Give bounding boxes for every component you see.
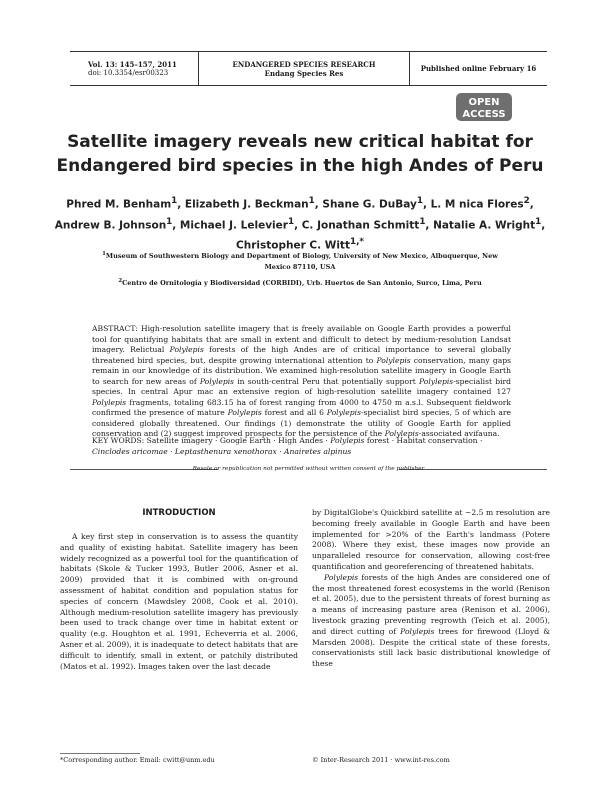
abstract-text: forests of the high Andes are of critical importance to several globally threatened bird species, but, despite growing international attention to <box>92 345 511 365</box>
title-line-2: Endangered bird species in the high Andes of Peru <box>56 156 544 176</box>
abstract-text: in south-central Peru that potentially support <box>234 376 419 386</box>
published-date: Published online February 16 <box>420 64 537 73</box>
genus-name: Polylepis <box>324 572 359 582</box>
abstract <box>92 324 511 440</box>
body-paragraph: A key first step in conservation is to assess the quantity and quality of existing habitat. Satellite imagery has been widely recognized as a powerful tool for the quantification of habitats (Skole & Tucker 1993, Butler 2006, Asner et al. 2009) provided that it is combined with on-ground assessment of habitat condition and population status for species of concern (Mawdsley 2008, Cook et al. 2010). Although medium-resolution satellite imagery has previously been used to track change over time in habitat extent or quality (e.g. Houghton et al. 1991, Echeverria et al. 2006, Asner et al. 2009), it is inadequate to detect habitats that are difficult to identify, small in extent, or patchily distributed (Matos et al. 1992). Images taken over the last decade <box>60 532 298 671</box>
genus-name: Polylepis <box>326 408 361 417</box>
author-list <box>50 193 550 255</box>
open-access-line1: OPEN <box>468 97 500 108</box>
author-affiliation-sup: 1 <box>308 196 315 206</box>
keywords <box>92 436 511 457</box>
genus-name: Polylepis <box>92 397 127 407</box>
affiliation-sup: 2 <box>118 278 123 285</box>
author-affiliation-sup: 1 <box>419 216 426 227</box>
doi[interactable]: doi: 10.3354/esr00323 <box>88 68 169 77</box>
affiliation <box>100 276 500 289</box>
footnote-rule <box>60 753 140 754</box>
body-column-left <box>60 532 298 672</box>
abstract-text: High-resolution satellite imagery that is freely available on Google Earth provides a powerful tool for quantifying habitats that are small in extent and difficult to detect by medium-resolution Landsat imagery. Relictual <box>92 324 511 354</box>
journal-name: ENDANGERED SPECIES RESEARCH <box>232 59 376 69</box>
genus-name: Polylepis <box>227 408 262 417</box>
header-journal-cell <box>199 52 410 85</box>
abstract-label: ABSTRACT: <box>92 324 138 333</box>
copyright: © Inter-Research 2011 · www.int-res.com <box>312 756 450 764</box>
abstract-text: -specialist bird species, 5 of which are considered globally threatened. Our findings (1) demonstrate the utility of Google Earth for applied conservation and (2) suggest improved prospects for the persistence of the <box>92 408 511 438</box>
author-affiliation-sup: 1 <box>416 196 423 206</box>
author-name: Andrew B. Johnson <box>54 219 167 231</box>
author-name: C. Jonathan Schmitt <box>301 219 420 231</box>
author-affiliation-sup: 1,* <box>349 237 364 247</box>
open-access-line2: ACCESS <box>462 109 506 120</box>
author-name: Phred M. Benham <box>66 198 172 211</box>
body-paragraph: by DigitalGlobe's Quickbird satellite at ~2.5 m resolution are becoming freely available in Google Earth and have been implemented for >20% of the Earth's landmass (Potere 2008). Where they exist, these images now provide an unparalleled resource for conservation, allowing cost-free quantification and georeferencing of threatened habitats. <box>312 508 550 571</box>
genus-name: Polylepis <box>419 376 454 386</box>
genus-name: Polylepis <box>199 376 235 386</box>
author-name: Shane G. DuBay <box>322 198 417 211</box>
genus-name: Polylepis <box>169 345 204 354</box>
open-access-badge <box>455 92 513 122</box>
genus-name: Polylepis <box>400 626 435 636</box>
journal-header <box>70 51 547 86</box>
affiliations <box>100 249 500 292</box>
author-line-1: Phred M. Benham$^1$, Elizabeth J. Beckman$^1$, Shane G. DuBay$^1$, L. M nica Flores$^2$, <box>66 196 534 211</box>
author-name: L. M nica Flores <box>430 198 524 211</box>
genus-name: Polylepis <box>330 436 365 445</box>
body-column-right <box>312 508 550 670</box>
author-affiliation-sup: 1 <box>535 216 542 227</box>
keywords-text: forest · Habitat conservation · <box>364 436 483 445</box>
affiliation <box>100 249 500 273</box>
journal-abbreviation: Endang Species Res <box>264 68 344 78</box>
article-title <box>40 130 560 178</box>
keywords-species: Cinclodes aricomae · Leptasthenura xenothorax · Anairetes alpinus <box>92 446 352 456</box>
author-name: Elizabeth J. Beckman <box>184 198 309 211</box>
genus-name: Polylepis <box>376 355 411 365</box>
volume-info: Vol. 13: 145–157, 2011 <box>88 59 177 69</box>
author-affiliation-sup: 1 <box>287 216 295 227</box>
author-affiliation-sup: 1 <box>166 216 173 227</box>
header-published-cell <box>410 52 547 85</box>
abstract-text: -associated avifauna. <box>418 429 500 438</box>
genus-name: Polylepis <box>384 429 419 438</box>
author-affiliation-sup: 2 <box>523 196 530 206</box>
header-volume-cell <box>70 52 199 85</box>
author-affiliation-sup: 1 <box>171 196 178 206</box>
body-text: trees for firewood (Lloyd & Marsden 2008). Despite the critical state of these forests, conservationists still lack basic distributional knowledge of these <box>312 626 551 669</box>
affiliation-sup: 1 <box>102 251 106 257</box>
corresponding-author: *Corresponding author. Email: cwitt@unm.edu <box>60 756 215 764</box>
title-line-1: Satellite imagery reveals new critical habitat for <box>67 132 533 152</box>
abstract-text: forest and all 6 <box>261 408 327 417</box>
keywords-label: KEY WORDS: <box>92 436 145 445</box>
abstract-text: conservation, many gaps remain in our knowledge of its distribution. We examined high-resolution satellite imagery in Google Earth to search for new areas of <box>92 355 511 386</box>
affiliation-text: Centro de Ornitología y Biodiversidad (CORBIDI), Urb. Huertos de San Antonio, Surco, Lima, Peru <box>122 279 482 288</box>
author-name: Natalie A. Wright <box>433 219 536 231</box>
author-name: Michael J. Lelevier <box>179 219 288 231</box>
author-name: Christopher C. Witt <box>236 239 350 252</box>
body-paragraph <box>312 573 550 670</box>
keywords-text: Satellite imagery · Google Earth · High Andes · <box>144 436 331 445</box>
resale-notice: Resale or republication not permitted without written consent of the publisher <box>192 466 425 472</box>
abstract-text: -specialist bird species. In central Apur mac an extensive region of high-resolution satellite imagery contained 127 <box>92 376 512 396</box>
affiliation-text: Museum of Southwestern Biology and Department of Biology, University of New Mexico, Albuquerque, New Mexico 87110, USA <box>105 252 498 272</box>
abstract-text: fragments, totaling 683.15 ha of forest ranging from 4000 to 4750 m a.s.l. Subsequent fieldwork confirmed the presence of mature <box>92 397 511 417</box>
body-text: forests of the high Andes are considered one of the most threatened forest ecosystems in the world (Renison et al. 2005), due to the persistent threats of forest burning as a means of increasing pasture area (Renison et al. 2006), livestock grazing preventing regrowth (Teich et al. 2005), and direct cutting of <box>312 572 550 636</box>
author-line-2: Andrew B. Johnson$^1$, Michael J. Lelevier$^1$, C. Jonathan Schmitt$^1$, Natalie A. Wright$^1$, <box>54 216 546 231</box>
introduction-heading: INTRODUCTION <box>142 508 216 518</box>
